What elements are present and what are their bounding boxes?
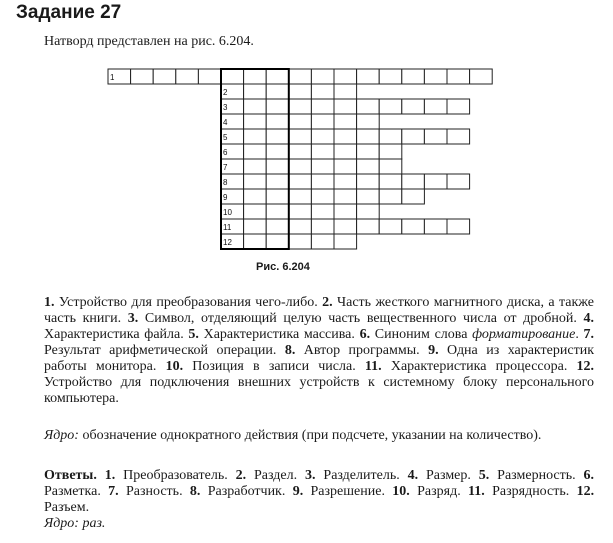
- grid-cell[interactable]: [266, 84, 289, 99]
- grid-cell[interactable]: [334, 219, 357, 234]
- grid-cell[interactable]: [357, 204, 380, 219]
- grid-cell[interactable]: [266, 159, 289, 174]
- grid-cell[interactable]: [131, 69, 154, 84]
- item-number: 9.: [292, 484, 304, 499]
- grid-cell[interactable]: [334, 114, 357, 129]
- grid-cell[interactable]: [289, 189, 312, 204]
- row-number: 2: [223, 88, 228, 97]
- grid-cell[interactable]: [334, 144, 357, 159]
- grid-cell[interactable]: [357, 159, 380, 174]
- grid-cell[interactable]: [357, 189, 380, 204]
- grid-cell[interactable]: [357, 99, 380, 114]
- grid-cell[interactable]: [289, 99, 312, 114]
- grid-cell[interactable]: [266, 99, 289, 114]
- grid-cell[interactable]: [311, 99, 334, 114]
- grid-cell[interactable]: [334, 69, 357, 84]
- grid-cell[interactable]: [311, 114, 334, 129]
- grid-cell[interactable]: [357, 114, 380, 129]
- grid-cell[interactable]: [357, 174, 380, 189]
- grid-cell[interactable]: [379, 69, 402, 84]
- grid-cell[interactable]: [289, 114, 312, 129]
- grid-cell[interactable]: [334, 174, 357, 189]
- grid-cell[interactable]: [244, 69, 267, 84]
- grid-cell[interactable]: [266, 189, 289, 204]
- grid-cell[interactable]: [289, 144, 312, 159]
- grid-cell[interactable]: [447, 174, 470, 189]
- grid-cell[interactable]: [424, 219, 447, 234]
- grid-cell[interactable]: [311, 129, 334, 144]
- grid-cell[interactable]: [153, 69, 176, 84]
- grid-cell[interactable]: [357, 69, 380, 84]
- grid-cell[interactable]: [379, 144, 402, 159]
- grid-cell[interactable]: [311, 204, 334, 219]
- grid-cell[interactable]: [402, 174, 425, 189]
- grid-cell[interactable]: [379, 189, 402, 204]
- core-clue-text: обозначение однократного действия (при подсчете, указании на количество).: [82, 428, 542, 443]
- grid-cell[interactable]: [244, 219, 267, 234]
- grid-cell[interactable]: [289, 219, 312, 234]
- grid-cell[interactable]: [244, 234, 267, 249]
- row-number: 5: [223, 133, 228, 142]
- item-number: 8.: [284, 343, 296, 358]
- intro-text: Натворд представлен на рис. 6.204.: [44, 34, 254, 49]
- grid-cell[interactable]: [334, 204, 357, 219]
- row-number: 7: [223, 163, 228, 172]
- grid-cell[interactable]: [334, 189, 357, 204]
- grid-cell[interactable]: [379, 219, 402, 234]
- row-number: 10: [223, 208, 232, 217]
- item-number: 11.: [364, 359, 382, 374]
- grid-cell[interactable]: [244, 189, 267, 204]
- grid-cell[interactable]: [379, 159, 402, 174]
- grid-cell[interactable]: [289, 234, 312, 249]
- core-answer: [44, 516, 594, 532]
- grid-cell[interactable]: [402, 189, 425, 204]
- grid-cell[interactable]: [311, 84, 334, 99]
- item-number: 5.: [188, 327, 199, 342]
- answers-label: Ответы.: [44, 468, 105, 483]
- core-clue-label: Ядро:: [44, 428, 79, 443]
- grid-cell[interactable]: [470, 69, 493, 84]
- grid-cell[interactable]: [334, 84, 357, 99]
- row-number: 11: [223, 223, 232, 232]
- grid-cell[interactable]: [424, 69, 447, 84]
- row-number: 12: [223, 238, 232, 247]
- item-number: 5.: [478, 468, 490, 483]
- grid-cell[interactable]: [379, 174, 402, 189]
- emphasized-word: форматирование: [472, 327, 576, 342]
- grid-cell[interactable]: [357, 144, 380, 159]
- grid-cell[interactable]: [402, 129, 425, 144]
- grid-cell[interactable]: [379, 99, 402, 114]
- grid-cell[interactable]: [447, 69, 470, 84]
- row-number: 4: [223, 118, 228, 127]
- grid-cell[interactable]: [402, 219, 425, 234]
- grid-cell[interactable]: [198, 69, 221, 84]
- item-number: 12.: [576, 484, 595, 499]
- row-number: 6: [223, 148, 228, 157]
- grid-cell[interactable]: [266, 174, 289, 189]
- grid-cell[interactable]: [311, 174, 334, 189]
- grid-cell[interactable]: [311, 69, 334, 84]
- grid-cell[interactable]: [266, 234, 289, 249]
- grid-cell[interactable]: [357, 129, 380, 144]
- grid-cell[interactable]: [311, 144, 334, 159]
- core-clue: [44, 428, 594, 444]
- grid-cell[interactable]: [244, 159, 267, 174]
- item-number: 7.: [108, 484, 119, 499]
- grid-cell[interactable]: [289, 69, 312, 84]
- grid-cell[interactable]: [176, 69, 199, 84]
- item-number: 6.: [583, 468, 595, 483]
- grid-cell[interactable]: [424, 174, 447, 189]
- grid-cell[interactable]: [244, 204, 267, 219]
- answers-paragraph: Ответы. 1. Преобразователь. 2. Раздел. 3. Разделитель. 4. Размер. 5. Размерность. 6. Разметка. 7. Разность. 8. Разработчик. 9. Разрешение. 10. Разряд. 11. Разрядность. 12. Разъем.: [44, 468, 595, 515]
- item-number: 1.: [104, 468, 116, 483]
- grid-cell[interactable]: [244, 99, 267, 114]
- grid-cell[interactable]: [334, 129, 357, 144]
- grid-cell[interactable]: [379, 129, 402, 144]
- core-answer-text: Ядро: раз.: [44, 516, 106, 531]
- grid-cell[interactable]: [311, 159, 334, 174]
- item-number: 2.: [322, 295, 333, 310]
- grid-cell[interactable]: [311, 189, 334, 204]
- row-number: 3: [223, 103, 228, 112]
- grid-cell[interactable]: [447, 219, 470, 234]
- item-number: 4.: [583, 311, 595, 326]
- grid-cell[interactable]: [357, 219, 380, 234]
- grid-cell[interactable]: [221, 69, 244, 84]
- grid-cell[interactable]: [244, 144, 267, 159]
- row-number: 8: [223, 178, 228, 187]
- grid-cell[interactable]: [424, 129, 447, 144]
- item-number: 10.: [392, 484, 410, 499]
- grid-cell[interactable]: [266, 144, 289, 159]
- grid-cell[interactable]: [334, 159, 357, 174]
- grid-cell[interactable]: [447, 99, 470, 114]
- grid-cell[interactable]: [311, 219, 334, 234]
- grid-cell[interactable]: [289, 84, 312, 99]
- grid-cell[interactable]: [266, 114, 289, 129]
- item-number: 6.: [359, 327, 371, 342]
- grid-cell[interactable]: [334, 99, 357, 114]
- item-number: 12.: [576, 359, 595, 374]
- grid-cell[interactable]: [266, 219, 289, 234]
- task-title: Задание 27: [16, 2, 122, 23]
- grid-cell[interactable]: [402, 69, 425, 84]
- grid-cell[interactable]: [424, 99, 447, 114]
- item-number: 10.: [165, 359, 184, 374]
- grid-cell[interactable]: [244, 84, 267, 99]
- grid-cell[interactable]: [447, 129, 470, 144]
- figure-caption: Рис. 6.204: [256, 261, 310, 273]
- grid-cell[interactable]: [289, 129, 312, 144]
- row-number: 1: [110, 73, 115, 82]
- grid-cell[interactable]: [266, 129, 289, 144]
- grid-cell[interactable]: [266, 204, 289, 219]
- grid-cell[interactable]: [244, 129, 267, 144]
- item-number: 11.: [468, 484, 485, 499]
- item-number: 9.: [428, 343, 439, 358]
- item-number: 3.: [127, 311, 139, 326]
- item-number: 4.: [407, 468, 419, 483]
- grid-cell[interactable]: [266, 69, 289, 84]
- grid-cell[interactable]: [402, 99, 425, 114]
- grid-cell[interactable]: [244, 174, 267, 189]
- clues-paragraph: 1. Устройство для преобразования чего-либо. 2. Часть жесткого магнитного диска, а также часть книги. 3. Символ, отделяющий целую часть вещественного числа от дробной. 4. Характеристика файла. 5. Характеристика массива. 6. Синоним слова форматирование. 7. Результат арифметической операции. 8. Автор программы. 9. Одна из характеристик работы монитора. 10. Позиция в записи числа. 11. Характеристика процессора. 12. Устройство для подключения внешних устройств к системному блоку персонального компьютера.: [44, 295, 595, 406]
- item-number: 1.: [44, 295, 55, 310]
- item-number: 8.: [189, 484, 201, 499]
- grid-cell[interactable]: [244, 114, 267, 129]
- row-number: 9: [223, 193, 228, 202]
- grid-cell[interactable]: [289, 204, 312, 219]
- item-number: 7.: [583, 327, 595, 342]
- grid-cell[interactable]: [334, 234, 357, 249]
- grid-cell[interactable]: [289, 174, 312, 189]
- grid-cell[interactable]: [289, 159, 312, 174]
- item-number: 2.: [235, 468, 247, 483]
- item-number: 3.: [305, 468, 316, 483]
- grid-cell[interactable]: [311, 234, 334, 249]
